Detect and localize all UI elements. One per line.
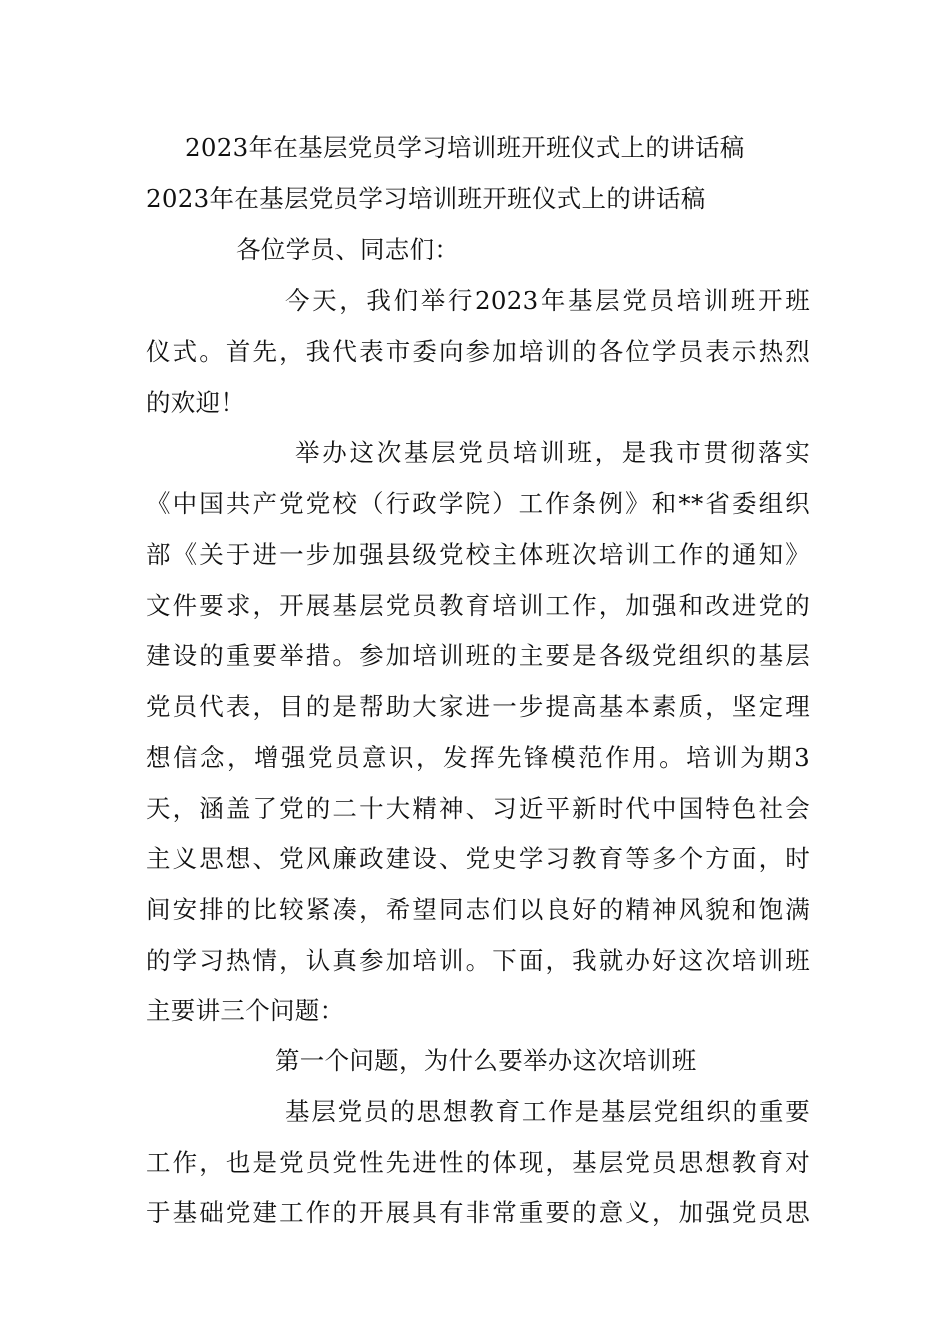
- document-title: 2023年在基层党员学习培训班开班仪式上的讲话稿: [185, 133, 745, 162]
- paragraph-2-line-2: 《中国共产党党校（行政学院）工作条例》和**省委组织: [146, 489, 810, 518]
- paragraph-2-line-7: 想信念，增强党员意识，发挥先锋模范作用。培训为期3: [146, 743, 810, 772]
- paragraph-2-line-8: 天，涵盖了党的二十大精神、习近平新时代中国特色社会: [146, 794, 810, 823]
- salutation: 各位学员、同志们：: [236, 235, 460, 264]
- paragraph-2-line-12: 主要讲三个问题：: [146, 996, 345, 1025]
- section-heading: 第一个问题，为什么要举办这次培训班: [275, 1046, 697, 1075]
- paragraph-1-line-3: 的欢迎！: [146, 388, 246, 417]
- paragraph-3-line-3: 于基础党建工作的开展具有非常重要的意义，加强党员思: [146, 1198, 810, 1227]
- paragraph-2-line-1: 举办这次基层党员培训班，是我市贯彻落实: [295, 438, 810, 467]
- paragraph-3-line-2: 工作，也是党员党性先进性的体现，基层党员思想教育对: [146, 1148, 810, 1177]
- paragraph-2-line-11: 的学习热情，认真参加培训。下面，我就办好这次培训班: [146, 946, 810, 975]
- paragraph-2-line-4: 文件要求，开展基层党员教育培训工作，加强和改进党的: [146, 591, 810, 620]
- paragraph-2-line-3: 部《关于进一步加强县级党校主体班次培训工作的通知》: [146, 540, 810, 569]
- document-title-repeat: 2023年在基层党员学习培训班开班仪式上的讲话稿: [146, 184, 706, 213]
- paragraph-3-line-1: 基层党员的思想教育工作是基层党组织的重要: [285, 1097, 810, 1126]
- paragraph-2-line-10: 间安排的比较紧凑，希望同志们以良好的精神风貌和饱满: [146, 895, 810, 924]
- paragraph-2-line-9: 主义思想、党风廉政建设、党史学习教育等多个方面，时: [146, 844, 810, 873]
- paragraph-1-line-2: 仪式。首先，我代表市委向参加培训的各位学员表示热烈: [146, 337, 810, 366]
- paragraph-1-line-1: 今天，我们举行2023年基层党员培训班开班: [285, 286, 810, 315]
- paragraph-2-line-5: 建设的重要举措。参加培训班的主要是各级党组织的基层: [146, 641, 810, 670]
- paragraph-2-line-6: 党员代表，目的是帮助大家进一步提高基本素质，坚定理: [146, 692, 810, 721]
